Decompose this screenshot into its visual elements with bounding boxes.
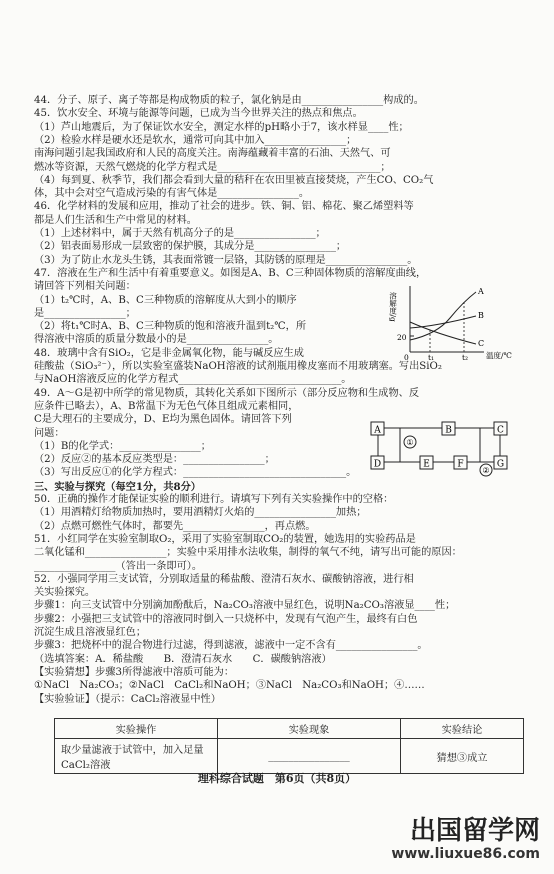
- solubility-curve-graph: [388, 282, 520, 362]
- text-line: 步骤1：向三支试管中分别滴加酚酞后，Na₂CO₃溶液中显红色，说明Na₂CO₃溶液显____性；: [34, 600, 456, 612]
- text-line: ①NaCl Na₂CO₃；②NaCl CaCl₂和NaOH；③NaCl Na₂CO₃和NaOH；④……: [34, 680, 425, 692]
- text-line: 48．玻璃中含有SiO₂，它是非金属氧化物，能与碱反应生成: [34, 347, 304, 359]
- reaction-1-label: ①: [406, 438, 414, 447]
- text-line: （2）将t₁℃时A、B、C三种物质的饱和溶液升温到t₂℃，所: [34, 321, 307, 333]
- text-line: 问题：: [34, 427, 65, 439]
- curve-A: [410, 292, 476, 340]
- y-axis-label: 溶解度/g: [388, 292, 398, 322]
- text-line: 44．分子、原子、离子等都是构成物质的粒子，氯化钠是由________________构成的。: [34, 95, 424, 106]
- reaction-2-label: ②: [482, 466, 490, 475]
- cell-operation: 取少量滤液于试管中，加入足量CaCl₂溶液: [55, 739, 218, 774]
- text-line: 体，其中会对空气造成污染的有害气体是________________。: [34, 188, 310, 200]
- text-line: 应条件已略去），A、B常温下为无色气体且组成元素相同，: [34, 400, 299, 412]
- text-line: （2）铝表面易形成一层致密的保护膜，其成分是________________；: [34, 241, 347, 253]
- verification-table: [54, 718, 524, 774]
- text-line: 47．溶液在生产和生活中有着重要意义。如图是A、B、C三种固体物质的溶解度曲线，: [34, 267, 427, 279]
- t1-label: t₁: [428, 353, 435, 362]
- header-conclusion: 实验结论: [401, 719, 524, 739]
- node-F: F: [457, 459, 464, 470]
- text-line: 45．饮水安全、环境与能源等问题，已成为当今世界关注的热点和焦点。: [34, 108, 363, 120]
- text-line: 硅酸盐（SiO₃²⁻），所以实验室盛装NaOH溶液的试剂瓶用橡皮塞而不用玻璃塞。写出SiO₂: [34, 361, 442, 372]
- text-line: （2）反应②的基本反应类型是：________________；: [34, 454, 275, 466]
- text-line: （3）写出反应①的化学方程式：________________________________。: [34, 467, 357, 479]
- node-A: A: [374, 425, 381, 436]
- text-line: （2）检验水样是硬水还是软水，通常可向其中加入________________；: [34, 134, 357, 146]
- node-C: C: [497, 425, 504, 436]
- text-line: 52．小强同学用三支试管，分别取适量的稀盐酸、澄清石灰水、碳酸钠溶液，进行相: [34, 573, 414, 585]
- origin-label: 0: [404, 353, 409, 362]
- text-line: （1）上述材料中，属于天然有机高分子的是________________；: [34, 228, 326, 239]
- x-axis-label: 温度/℃: [486, 351, 512, 360]
- text-line: 燃冰等资源，天然气燃烧的化学方程式是________________________________；: [34, 161, 391, 173]
- text-line: （1）B的化学式：________________；: [34, 440, 211, 452]
- text-line: （1）t₂℃时，A、B、C三种物质的溶解度从大到小的顺序: [34, 294, 297, 306]
- text-line: （1）芦山地震后，为了保证饮水安全，测定水样的pH略小于7，该水样显____性；: [34, 121, 409, 133]
- table-row: [55, 739, 524, 774]
- node-E: E: [423, 459, 430, 470]
- text-line: 50．正确的操作才能保证实验的顺利进行。请填写下列有关实验操作中的空格：: [34, 494, 394, 505]
- text-line: 沉淀生成且溶液显红色；: [34, 627, 147, 638]
- text-line: 都是人们生活和生产中常见的材料。: [34, 214, 197, 226]
- t2-label: t₂: [462, 353, 469, 362]
- transformation-diagram: [370, 420, 520, 478]
- curve-B-label: B: [478, 311, 484, 320]
- text-line: 49．A～G是初中所学的常见物质，其转化关系如下图所示（部分反应物和生成物、反: [34, 387, 420, 399]
- text-line: 关实验探究。: [34, 587, 96, 599]
- text-line: 步骤3：把烧杯中的混合物进行过滤，得到滤液，滤液中一定不含有________________。: [34, 640, 428, 652]
- tick-20: 20: [397, 333, 407, 342]
- text-line: 请回答下列相关问题：: [34, 281, 136, 293]
- text-line: 三、实验与探究（每空1分，共8分）: [34, 480, 201, 493]
- text-line: 步骤2：小强把三支试管中的溶液同时倒入一只烧杯中，发现有气泡产生，最终有白色: [34, 613, 418, 625]
- text-line: （选填答案：A．稀盐酸 B．澄清石灰水 C．碳酸钠溶液）: [34, 653, 332, 665]
- curve-A-label: A: [478, 287, 484, 296]
- text-line: 【实验验证】（提示：CaCl₂溶液显中性）: [34, 693, 221, 705]
- node-D: D: [373, 459, 382, 470]
- text-line: （3）为了防止水龙头生锈，其表面常镀一层铬，其防锈的原理是________________。: [34, 254, 418, 266]
- text-line: 二氧化锰和________________；实验中采用排水法收集，制得的氧气不纯，请写出可能的原因：: [34, 547, 462, 559]
- cell-conclusion: 猜想③成立: [401, 739, 524, 774]
- curve-C-label: C: [478, 339, 485, 348]
- text-line: 南海问题引起我国政府和人民的高度关注。南海蕴藏着丰富的石油、天然气、可: [34, 148, 391, 160]
- text-line: 是________________；: [34, 307, 136, 319]
- text-line: 46．化学材料的发展和应用，推动了社会的进步。铁、铜、铝、棉花、聚乙烯塑料等: [34, 201, 414, 213]
- text-line: ________________（答出一条即可）。: [34, 560, 203, 572]
- header-operation: 实验操作: [55, 719, 218, 739]
- text-line: 【实验猜想】步骤3所得滤液中溶质可能为：: [34, 666, 235, 678]
- cell-phenomenon: ________________: [218, 739, 401, 774]
- watermark-name: 出国留学网: [409, 816, 540, 846]
- text-line: （2）点燃可燃性气体时，都要先________________，再点燃。: [34, 520, 316, 532]
- header-phenomenon: 实验现象: [218, 719, 401, 739]
- text-line: 得溶液中溶质的质量分数最小的是________________。: [34, 334, 279, 346]
- text-line: （1）用酒精灯给物质加热时，要用酒精灯火焰的________________加热；: [34, 507, 367, 519]
- watermark-url: www.liuxue86.com: [391, 846, 540, 862]
- table-header-row: [55, 719, 524, 739]
- watermark: [391, 816, 540, 862]
- node-G: G: [496, 459, 505, 470]
- text-line: 与NaOH溶液反应的化学方程式________________________________。: [34, 374, 352, 386]
- page-footer: 理科综合试题 第6页（共8页）: [197, 772, 357, 785]
- text-line: 51．小红同学在实验室制取O₂，采用了实验室制取CO₂的装置，她选用的实验药品是: [34, 533, 416, 545]
- text-line: （4）每到夏、秋季节，我们都会看到大量的秸秆在农田里被直接焚烧，产生CO、CO₂气: [34, 174, 434, 186]
- text-line: C是大理石的主要成分，D、E均为黑色固体。请回答下列: [34, 414, 292, 426]
- node-B: B: [445, 425, 452, 436]
